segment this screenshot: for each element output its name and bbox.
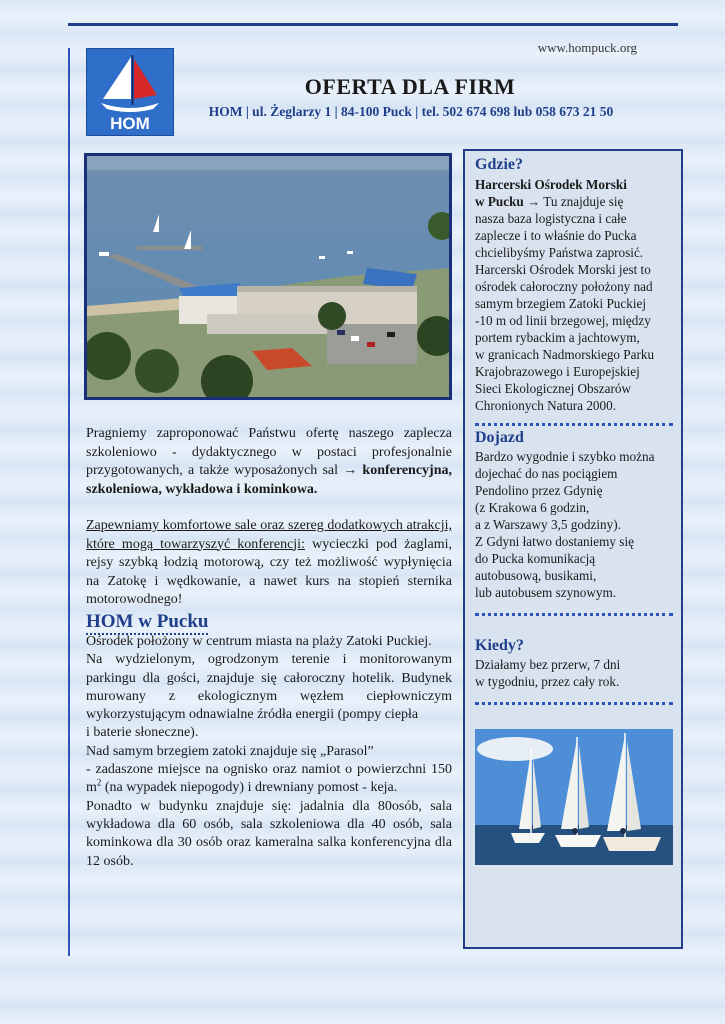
dotted-divider	[475, 423, 673, 426]
where-line: -10 m od linii brzegowej, między	[475, 313, 651, 328]
when-line: w tygodniu, przez cały rok.	[475, 674, 620, 689]
access-line: dojechać do nas pociągiem	[475, 466, 618, 481]
hom-parasol-paragraph	[86, 761, 452, 798]
info-sidebar	[463, 149, 683, 949]
contact-address: HOM | ul. Żeglarzy 1 | 84-100 Puck | tel. 502 674 698 lub 058 673 21 50	[208, 104, 614, 119]
where-line: Harcerski Ośrodek Morski	[475, 177, 627, 192]
intro-rooms-list: konferencyjna, szkoleniowa, wykładowa i kominkowa.	[86, 463, 452, 497]
hom-facility-end: i baterie słoneczne).	[86, 725, 199, 741]
intro-offer-text: Pragniemy zaproponować Państwu ofertę naszego zaplecza szkoleniowo - dydaktycznego w postaci profesjonalnie przygotowanych, a także wyposażonych sal	[86, 426, 452, 478]
hom-parasol-text-end: (na wypadek niepogody) i drewniany pomost - keja.	[101, 780, 398, 796]
where-line: Harcerski Ośrodek Morski jest to	[475, 262, 651, 277]
section-heading-hom: HOM w Pucku	[86, 611, 208, 635]
hom-location-line: Ośrodek położony w centrum miasta na plaży Zatoki Puckiej.	[86, 634, 432, 649]
access-line: do Pucka komunikacją	[475, 551, 596, 566]
dotted-divider	[475, 613, 673, 616]
where-line: samym brzegiem Zatoki Puckiej	[475, 296, 647, 311]
sidebar-when-text	[475, 656, 680, 690]
hom-rooms-paragraph: Ponadto w budynku znajduje się: jadalnia dla 80osób, sala wykładowa dla 60 osób, sala szkoleniowa dla 40 osób, sala kominkowa dla 30 osób oraz kameralna salka konferencyjna dla 12 osób.	[86, 798, 452, 869]
intro-paragraph-attractions	[86, 517, 452, 610]
left-divider	[68, 48, 70, 956]
where-line: Chronionych Natura 2000.	[475, 398, 617, 413]
right-arrow-icon: →	[343, 463, 358, 478]
intro-attractions-text: wycieczki pod żaglami, rejsy szybką łodzią motorową, czy też możliwość wypłynięcia na Zatokę i wędkowanie, a nawet kurs na stopień sternika motorowodnego!	[86, 536, 452, 607]
where-line: nasza baza logistyczna i całe	[475, 211, 627, 226]
access-line: a z Warszawy 3,5 godziny).	[475, 517, 621, 532]
where-line: portem rybackim a jachtowym,	[475, 330, 640, 345]
sidebar-where-text	[475, 176, 680, 414]
access-line: lub autobusem szynowym.	[475, 585, 617, 600]
access-line: autobusową, busikami,	[475, 568, 597, 583]
where-line: w granicach Nadmorskiego Parku	[475, 347, 655, 362]
when-line: Działamy bez przerw, 7 dni	[475, 657, 621, 672]
access-line: (z Krakowa 6 godzin,	[475, 500, 590, 515]
right-arrow-icon: →	[527, 194, 541, 209]
sailboats-photo	[475, 729, 673, 865]
access-line: Z Gdyni łatwo dostaniemy się	[475, 534, 634, 549]
hom-area-unit-sup: 2	[96, 777, 102, 788]
intro-attractions-lead: Zapewniamy komfortowe sale oraz szereg dodatkowych atrakcji, które mogą towarzyszyć konferencji:	[86, 518, 452, 552]
access-line: Pendolino przez Gdynię	[475, 483, 603, 498]
where-place-name: w Pucku	[475, 194, 524, 209]
logo-text: HOM	[110, 114, 150, 133]
sidebar-access-text	[475, 448, 680, 601]
harbor-aerial-photo	[84, 153, 452, 400]
where-line: Krajobrazowego i Europejskiej	[475, 364, 640, 379]
page-title: OFERTA DLA FIRM	[304, 74, 516, 99]
dotted-divider	[475, 702, 673, 705]
sidebar-heading-access: Dojazd	[475, 429, 524, 446]
hom-parasol-text: - zadaszone miejsce na ognisko oraz namiot o powierzchni 150 m	[86, 762, 452, 796]
top-divider	[68, 23, 678, 26]
where-line: ośrodek całoroczny położony nad	[475, 279, 653, 294]
hom-description	[86, 633, 452, 871]
where-line	[475, 193, 680, 210]
where-line: chcielibyśmy Państwa zaprosić.	[475, 245, 644, 260]
hom-parasol-line: Nad samym brzegiem zatoki znajduje się „Parasol”	[86, 743, 374, 759]
where-line: Sieci Ekologicznej Obszarów	[475, 381, 632, 396]
intro-text	[86, 425, 452, 628]
access-line: Bardzo wygodnie i szybko można	[475, 449, 655, 464]
hom-logo	[86, 48, 174, 136]
hom-facility-paragraph: Na wydzielonym, ogrodzonym terenie i monitorowanym parkingu dla gości, znajduje się całoroczny hotelik. Budynek murowany z ekologicznym węzłem ciepłowniczym wykorzystującym odnawialne źródła energii (pompy ciepła	[86, 652, 452, 723]
sailboat-logo-icon	[87, 49, 173, 135]
where-line: zaplecze i to właśnie do Pucka	[475, 228, 637, 243]
where-line-text: Tu znajduje się	[543, 194, 624, 209]
website-url[interactable]: www.hompuck.org	[537, 40, 637, 55]
sidebar-heading-when: Kiedy?	[475, 637, 524, 654]
intro-paragraph-offer	[86, 425, 452, 499]
sidebar-heading-where: Gdzie?	[475, 156, 523, 173]
